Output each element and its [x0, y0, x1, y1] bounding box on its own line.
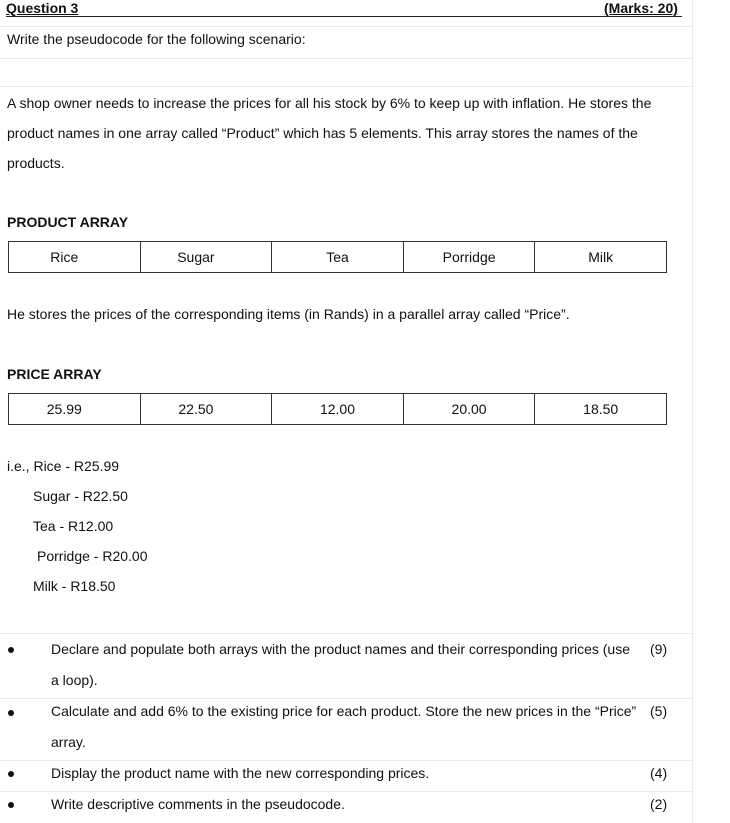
price-cell: 18.50 — [535, 394, 667, 425]
question-item-4: Write descriptive comments in the pseudocode. — [51, 796, 345, 812]
product-cell: Rice — [9, 242, 141, 273]
instruction-text: Write the pseudocode for the following scenario: — [7, 31, 306, 47]
ie-item-sugar: Sugar - R22.50 — [33, 488, 128, 504]
ie-item-milk: Milk - R18.50 — [33, 578, 116, 594]
page-right-guide — [692, 0, 693, 823]
ie-item-rice: i.e., Rice - R25.99 — [7, 458, 120, 474]
question-marks-2: (5) — [650, 703, 668, 719]
product-array-label: PRODUCT ARRAY — [7, 214, 129, 230]
row-guide — [0, 26, 692, 27]
price-cell: 20.00 — [403, 394, 535, 425]
bullet-2 — [8, 710, 14, 716]
row-guide — [0, 86, 692, 87]
price-cell: 25.99 — [9, 394, 141, 425]
product-cell: Porridge — [403, 242, 535, 273]
question-marks-1: (9) — [650, 641, 668, 657]
question-title: Question 3 — [6, 0, 79, 16]
ie-item-porridge: Porridge - R20.00 — [37, 548, 148, 564]
product-cell: Sugar — [140, 242, 272, 273]
question-marks-3: (4) — [650, 765, 668, 781]
price-array-table — [8, 393, 667, 425]
ie-item-tea: Tea - R12.00 — [33, 518, 114, 534]
question-item-1: Declare and populate both arrays with the product names and their corresponding prices (use a loop). — [51, 641, 630, 688]
bullet-1 — [8, 647, 14, 653]
question-marks-4: (2) — [650, 796, 668, 812]
parallel-array-text: He stores the prices of the corresponding items (in Rands) in a parallel array called “Price”. — [7, 306, 570, 322]
price-cell: 12.00 — [272, 394, 404, 425]
bullet-4 — [8, 802, 14, 808]
question-item-3: Display the product name with the new corresponding prices. — [51, 765, 430, 781]
product-cell: Milk — [535, 242, 667, 273]
price-array-label: PRICE ARRAY — [7, 366, 102, 382]
question-marks: (Marks: 20) — [604, 0, 678, 16]
question-item-2: Calculate and add 6% to the existing price for each product. Store the new prices in the “Price” array. — [51, 703, 637, 750]
row-guide — [0, 58, 692, 59]
scenario-paragraph: A shop owner needs to increase the prices for all his stock by 6% to keep up with inflation. He stores the product names in one array called “Product” which has 5 elements. This array stores the names of the products. — [7, 95, 652, 171]
product-array-table — [8, 241, 667, 273]
header-rule — [6, 16, 682, 17]
bullet-3 — [8, 771, 14, 777]
product-cell: Tea — [272, 242, 404, 273]
price-cell: 22.50 — [140, 394, 272, 425]
